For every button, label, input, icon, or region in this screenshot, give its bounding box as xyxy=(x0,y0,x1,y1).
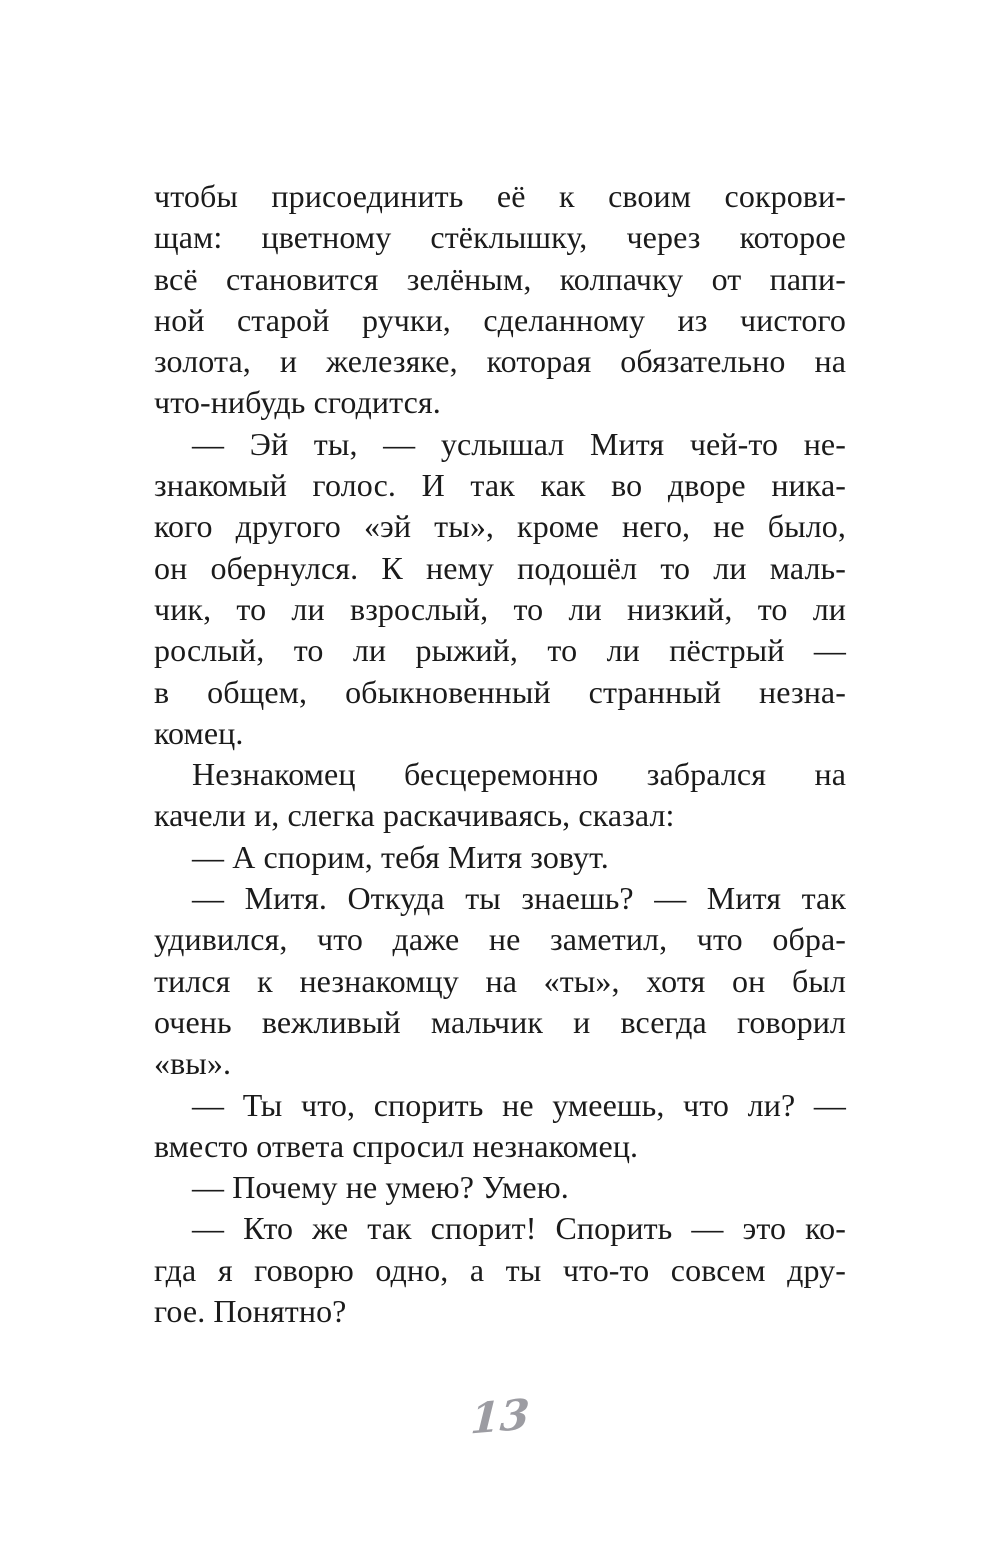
text-line: удивился, что даже не заметил, что обра- xyxy=(154,921,846,958)
paragraph xyxy=(154,878,846,1084)
text-line: гое. Понятно? xyxy=(154,1293,347,1330)
text-line: «вы». xyxy=(154,1045,232,1082)
text-line: очень вежливый мальчик и всегда говорил xyxy=(154,1003,846,1040)
paragraph xyxy=(154,1085,846,1168)
text-line: — Эй ты, — услышал Митя чей-то не- xyxy=(192,425,846,462)
text-line: рослый, то ли рыжий, то ли пёстрый — xyxy=(154,632,846,669)
text-block xyxy=(154,176,846,1332)
text-line: Незнакомец бесцеремонно забрался на xyxy=(192,756,846,793)
paragraph xyxy=(154,1208,846,1332)
text-line: комец. xyxy=(154,714,244,751)
text-line: он обернулся. К нему подошёл то ли маль- xyxy=(154,549,846,586)
paragraph xyxy=(154,176,846,424)
text-line: всё становится зелёным, колпачку от папи- xyxy=(154,260,846,297)
text-line: тился к незнакомцу на «ты», хотя он был xyxy=(154,962,846,999)
paragraph xyxy=(154,837,846,878)
text-line: что-нибудь сгодится. xyxy=(154,384,441,421)
text-line: качели и, слегка раскачиваясь, сказал: xyxy=(154,797,675,834)
text-line: — А спорим, тебя Митя зовут. xyxy=(192,838,609,875)
text-line: ной старой ручки, сделанному из чистого xyxy=(154,301,846,338)
text-line: — Митя. Откуда ты знаешь? — Митя так xyxy=(192,880,846,917)
paragraph xyxy=(154,424,846,754)
text-line: знакомый голос. И так как во дворе ника- xyxy=(154,467,846,504)
text-line: чик, то ли взрослый, то ли низкий, то ли xyxy=(154,590,846,627)
text-line: золота, и железяке, которая обязательно на xyxy=(154,343,846,380)
text-line: — Ты что, спорить не умеешь, что ли? — xyxy=(192,1086,846,1123)
paragraph xyxy=(154,1167,846,1208)
text-line: кого другого «эй ты», кроме него, не было, xyxy=(154,508,846,545)
page-number: 13 xyxy=(469,1389,531,1444)
text-line: чтобы присоединить её к своим сокрови- xyxy=(154,178,846,214)
text-line: — Кто же так спорит! Спорить — это ко- xyxy=(192,1210,846,1247)
text-line: в общем, обыкновенный странный незна- xyxy=(154,673,846,710)
text-line: вместо ответа спросил незнакомец. xyxy=(154,1127,639,1164)
text-line: щам: цветному стёклышку, через которое xyxy=(154,219,846,256)
text-line: — Почему не умею? Умею. xyxy=(192,1169,569,1206)
text-line: гда я говорю одно, а ты что-то совсем дру- xyxy=(154,1251,846,1288)
paragraph xyxy=(154,754,846,837)
